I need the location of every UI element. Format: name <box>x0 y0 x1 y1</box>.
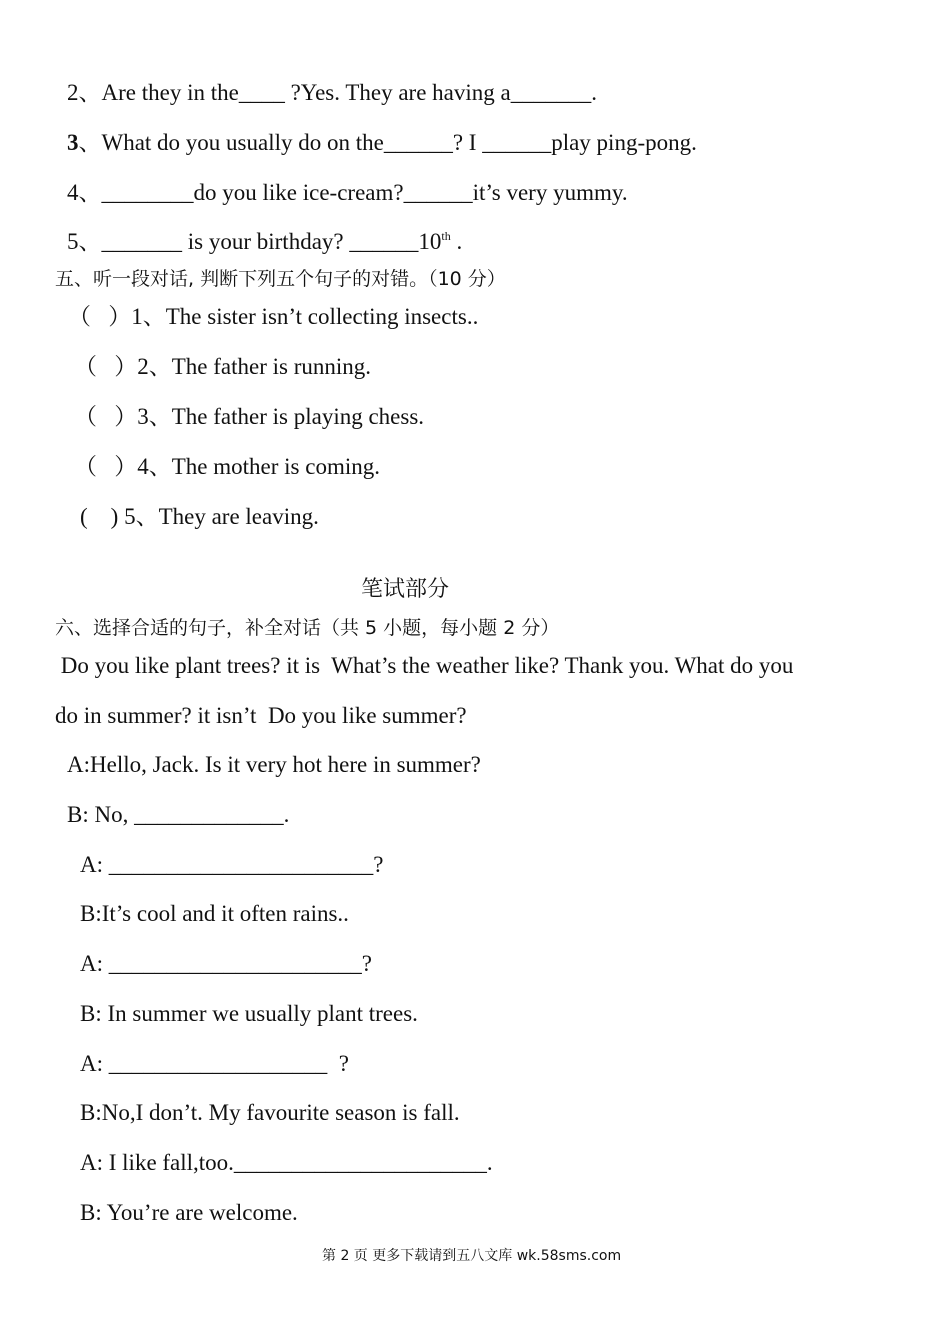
question-4: 4、________do you like ice-cream?______it’s very yummy. <box>67 180 628 205</box>
options-line-2: do in summer? it isn’t Do you like summer? <box>55 703 467 728</box>
question-5-text: 5、_______ is your birthday? ______10 <box>67 229 442 254</box>
dialogue-line-7: A: ___________________ ? <box>80 1051 349 1076</box>
question-3 <box>67 128 697 158</box>
dialogue-line-10: B: You’re are welcome. <box>80 1200 298 1225</box>
dialogue-line-9: A: I like fall,too.______________________. <box>80 1150 493 1175</box>
section-6-heading: 六、选择合适的句子，补全对话（共 5 小题，每小题 2 分） <box>55 617 560 639</box>
written-part-title: 笔试部分 <box>361 577 450 602</box>
question-3-number: 3 <box>67 130 79 155</box>
section-5-item-5: ( ) 5、They are leaving. <box>80 504 319 529</box>
page-footer: 第 2 页 更多下载请到五八文库 wk.58sms.com <box>322 1248 622 1264</box>
question-3-text: 、What do you usually do on the______? I ______play ping-pong. <box>78 130 697 155</box>
question-5-superscript: th <box>441 229 451 243</box>
section-5-item-3: （ ）3、The father is playing chess. <box>74 404 425 429</box>
question-5-end: . <box>450 229 463 254</box>
dialogue-line-8: B:No,I don’t. My favourite season is fall. <box>80 1100 460 1125</box>
dialogue-line-5: A: ______________________? <box>80 951 372 976</box>
section-5-item-4: （ ）4、The mother is coming. <box>74 454 380 479</box>
dialogue-line-6: B: In summer we usually plant trees. <box>80 1001 418 1026</box>
dialogue-line-4: B:It’s cool and it often rains.. <box>80 901 349 926</box>
section-5-heading: 五、听一段对话, 判断下列五个句子的对错。（10 分） <box>55 268 506 290</box>
dialogue-line-1: A:Hello, Jack. Is it very hot here in summer? <box>67 752 481 777</box>
options-line-1: Do you like plant trees? it is What’s the weather like? Thank you. What do you <box>55 653 794 678</box>
dialogue-line-3: A: _______________________? <box>80 852 384 877</box>
section-5-item-1: （ ）1、The sister isn’t collecting insects.. <box>68 304 479 329</box>
question-2: 2、Are they in the____ ?Yes. They are having a_______. <box>67 80 597 105</box>
section-5-item-2: （ ）2、The father is running. <box>74 354 372 379</box>
dialogue-line-2: B: No, _____________. <box>67 802 290 827</box>
question-5 <box>67 227 462 257</box>
